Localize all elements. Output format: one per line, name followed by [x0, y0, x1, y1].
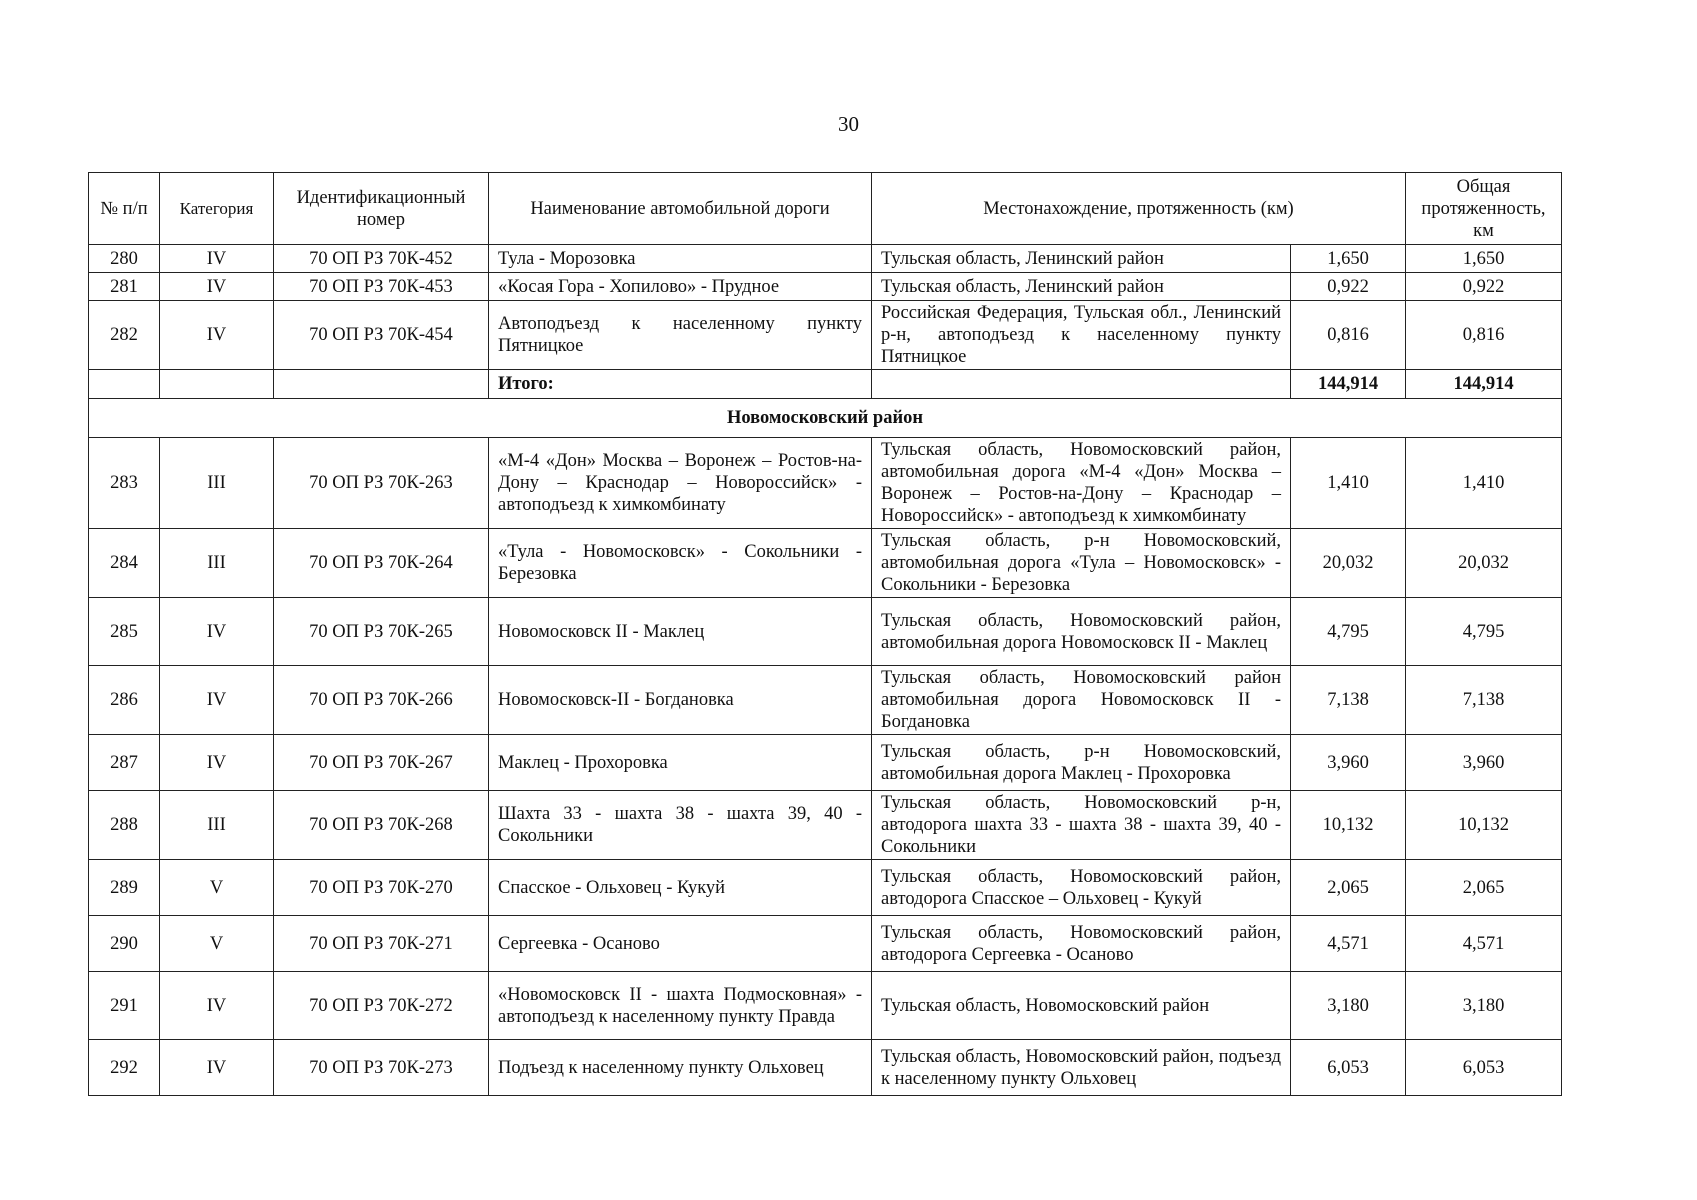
- table-row: [89, 273, 1562, 301]
- cell-road-name: Спасское - Ольховец - Кукуй: [489, 860, 872, 916]
- cell-num: 286: [89, 666, 160, 735]
- cell-road-name: Тула - Морозовка: [489, 245, 872, 273]
- table-row: [89, 1040, 1562, 1096]
- cell-location: Тульская область, Новомосковский район, подъезд к населенному пункту Ольховец: [872, 1040, 1291, 1096]
- header-num: № п/п: [89, 173, 160, 245]
- cell-length: 1,410: [1291, 438, 1406, 529]
- cell-empty: [274, 370, 489, 399]
- cell-location: Тульская область, Новомосковский район, автомобильная дорога «М-4 «Дон» Москва – Воронеж – Ростов-на-Дону – Краснодар – Новороссийск» - автоподъезд к химкомбинату: [872, 438, 1291, 529]
- cell-category: IV: [160, 666, 274, 735]
- cell-id: 70 ОП РЗ 70К-263: [274, 438, 489, 529]
- cell-category: IV: [160, 735, 274, 791]
- cell-id: 70 ОП РЗ 70К-268: [274, 791, 489, 860]
- table-row: [89, 860, 1562, 916]
- cell-location: Российская Федерация, Тульская обл., Ленинский р-н, автоподъезд к населенному пункту Пятницкое: [872, 301, 1291, 370]
- cell-category: V: [160, 916, 274, 972]
- cell-length: 20,032: [1291, 529, 1406, 598]
- cell-num: 287: [89, 735, 160, 791]
- table-row: [89, 245, 1562, 273]
- cell-road-name: «Тула - Новомосковск» - Сокольники - Березовка: [489, 529, 872, 598]
- cell-category: V: [160, 860, 274, 916]
- cell-length: 6,053: [1291, 1040, 1406, 1096]
- cell-length: 10,132: [1291, 791, 1406, 860]
- cell-num: 280: [89, 245, 160, 273]
- subtotal-row: [89, 370, 1562, 399]
- cell-num: 282: [89, 301, 160, 370]
- cell-location: Тульская область, Новомосковский район, автодорога Спасское – Ольховец - Кукуй: [872, 860, 1291, 916]
- section-title: Новомосковский район: [89, 399, 1562, 438]
- cell-total: 10,132: [1406, 791, 1562, 860]
- cell-road-name: «М-4 «Дон» Москва – Воронеж – Ростов-на-Дону – Краснодар – Новороссийск» - автоподъезд к химкомбинату: [489, 438, 872, 529]
- header-total-length: Общая протяженность, км: [1406, 173, 1562, 245]
- cell-category: IV: [160, 273, 274, 301]
- cell-id: 70 ОП РЗ 70К-266: [274, 666, 489, 735]
- cell-total: 2,065: [1406, 860, 1562, 916]
- header-road-name: Наименование автомобильной дороги: [489, 173, 872, 245]
- cell-num: 281: [89, 273, 160, 301]
- cell-total: 1,650: [1406, 245, 1562, 273]
- cell-category: III: [160, 791, 274, 860]
- cell-total: 20,032: [1406, 529, 1562, 598]
- cell-total: 6,053: [1406, 1040, 1562, 1096]
- cell-length: 4,795: [1291, 598, 1406, 666]
- table-row: [89, 438, 1562, 529]
- cell-num: 289: [89, 860, 160, 916]
- cell-num: 292: [89, 1040, 160, 1096]
- cell-id: 70 ОП РЗ 70К-454: [274, 301, 489, 370]
- cell-num: 284: [89, 529, 160, 598]
- cell-empty: [89, 370, 160, 399]
- cell-total: 0,922: [1406, 273, 1562, 301]
- cell-category: IV: [160, 598, 274, 666]
- cell-total: 3,180: [1406, 972, 1562, 1040]
- cell-id: 70 ОП РЗ 70К-265: [274, 598, 489, 666]
- header-location: Местонахождение, протяженность (км): [872, 173, 1406, 245]
- cell-total: 1,410: [1406, 438, 1562, 529]
- cell-length: 1,650: [1291, 245, 1406, 273]
- table-row: [89, 916, 1562, 972]
- subtotal-total: 144,914: [1406, 370, 1562, 399]
- cell-id: 70 ОП РЗ 70К-452: [274, 245, 489, 273]
- cell-id: 70 ОП РЗ 70К-272: [274, 972, 489, 1040]
- cell-empty: [872, 370, 1291, 399]
- table-row: [89, 529, 1562, 598]
- cell-id: 70 ОП РЗ 70К-267: [274, 735, 489, 791]
- cell-location: Тульская область, Ленинский район: [872, 273, 1291, 301]
- cell-total: 3,960: [1406, 735, 1562, 791]
- cell-total: 4,795: [1406, 598, 1562, 666]
- table-row: [89, 666, 1562, 735]
- header-category: Категория: [160, 173, 274, 245]
- cell-road-name: «Новомосковск II - шахта Подмосковная» - автоподъезд к населенному пункту Правда: [489, 972, 872, 1040]
- cell-location: Тульская область, Новомосковский район автомобильная дорога Новомосковск II - Богдановка: [872, 666, 1291, 735]
- cell-road-name: Маклец - Прохоровка: [489, 735, 872, 791]
- cell-category: IV: [160, 972, 274, 1040]
- table-row: [89, 791, 1562, 860]
- table-row: [89, 735, 1562, 791]
- cell-road-name: Сергеевка - Осаново: [489, 916, 872, 972]
- cell-total: 7,138: [1406, 666, 1562, 735]
- cell-id: 70 ОП РЗ 70К-270: [274, 860, 489, 916]
- cell-location: Тульская область, Новомосковский р-н, автодорога шахта 33 - шахта 38 - шахта 39, 40 - Сокольники: [872, 791, 1291, 860]
- cell-location: Тульская область, р-н Новомосковский, автомобильная дорога «Тула – Новомосковск» - Сокольники - Березовка: [872, 529, 1291, 598]
- cell-location: Тульская область, Ленинский район: [872, 245, 1291, 273]
- cell-category: IV: [160, 301, 274, 370]
- table-row: [89, 972, 1562, 1040]
- cell-num: 288: [89, 791, 160, 860]
- cell-id: 70 ОП РЗ 70К-264: [274, 529, 489, 598]
- cell-id: 70 ОП РЗ 70К-453: [274, 273, 489, 301]
- cell-length: 7,138: [1291, 666, 1406, 735]
- cell-category: III: [160, 529, 274, 598]
- cell-length: 3,960: [1291, 735, 1406, 791]
- table-row: [89, 301, 1562, 370]
- cell-total: 0,816: [1406, 301, 1562, 370]
- cell-road-name: «Косая Гора - Хопилово» - Прудное: [489, 273, 872, 301]
- cell-road-name: Новомосковск-II - Богдановка: [489, 666, 872, 735]
- cell-id: 70 ОП РЗ 70К-273: [274, 1040, 489, 1096]
- cell-num: 283: [89, 438, 160, 529]
- subtotal-length: 144,914: [1291, 370, 1406, 399]
- cell-location: Тульская область, р-н Новомосковский, автомобильная дорога Маклец - Прохоровка: [872, 735, 1291, 791]
- cell-location: Тульская область, Новомосковский район: [872, 972, 1291, 1040]
- cell-id: 70 ОП РЗ 70К-271: [274, 916, 489, 972]
- cell-num: 291: [89, 972, 160, 1040]
- cell-category: IV: [160, 1040, 274, 1096]
- table-row: [89, 598, 1562, 666]
- cell-road-name: Подъезд к населенному пункту Ольховец: [489, 1040, 872, 1096]
- cell-num: 285: [89, 598, 160, 666]
- cell-location: Тульская область, Новомосковский район, автодорога Сергеевка - Осаново: [872, 916, 1291, 972]
- cell-road-name: Новомосковск II - Маклец: [489, 598, 872, 666]
- cell-num: 290: [89, 916, 160, 972]
- cell-length: 0,816: [1291, 301, 1406, 370]
- cell-total: 4,571: [1406, 916, 1562, 972]
- cell-empty: [160, 370, 274, 399]
- cell-category: III: [160, 438, 274, 529]
- cell-length: 3,180: [1291, 972, 1406, 1040]
- cell-road-name: Шахта 33 - шахта 38 - шахта 39, 40 - Сокольники: [489, 791, 872, 860]
- cell-road-name: Автоподъезд к населенному пункту Пятницкое: [489, 301, 872, 370]
- cell-category: IV: [160, 245, 274, 273]
- header-row: [89, 173, 1562, 245]
- cell-location: Тульская область, Новомосковский район, автомобильная дорога Новомосковск II - Маклец: [872, 598, 1291, 666]
- cell-length: 2,065: [1291, 860, 1406, 916]
- header-id-number: Идентификационный номер: [274, 173, 489, 245]
- page-number: 30: [838, 112, 859, 136]
- cell-length: 4,571: [1291, 916, 1406, 972]
- section-row: [89, 399, 1562, 438]
- roads-table: [88, 172, 1562, 1096]
- subtotal-label: Итого:: [489, 370, 872, 399]
- cell-length: 0,922: [1291, 273, 1406, 301]
